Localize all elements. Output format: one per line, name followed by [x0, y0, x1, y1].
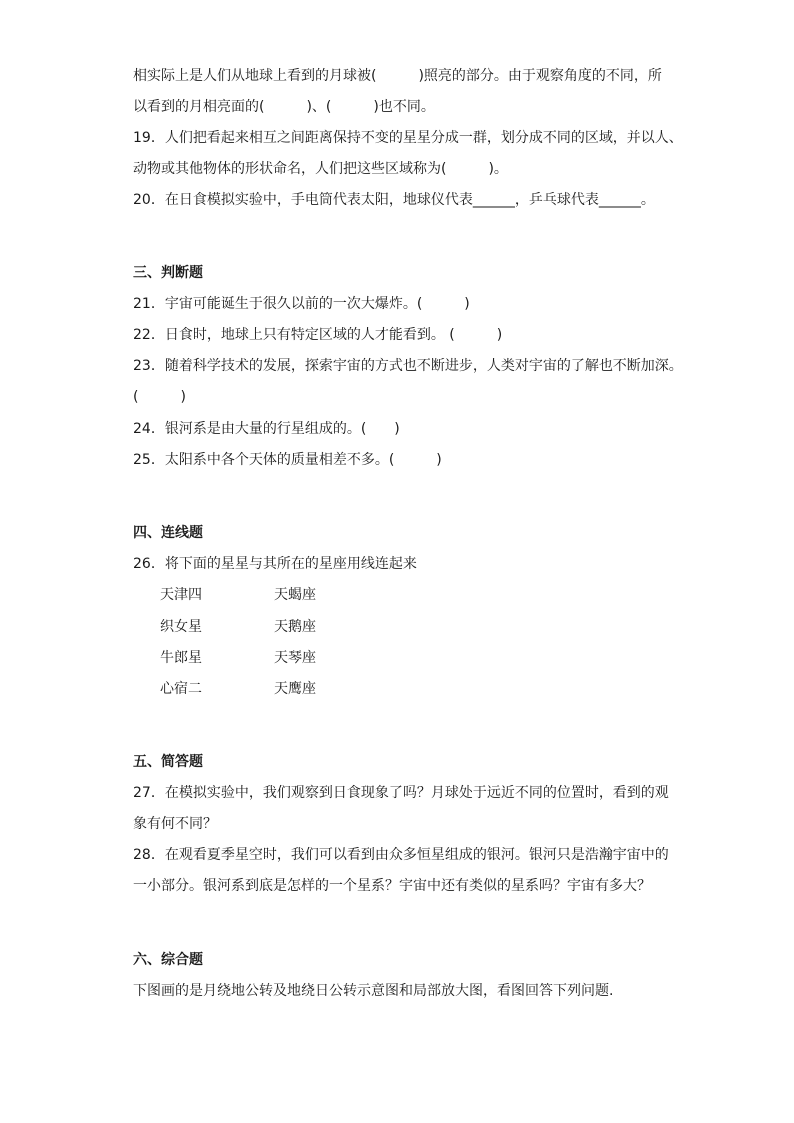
question-24: 24．银河系是由大量的行星组成的。( ): [133, 421, 400, 437]
constellation-item: 天蝎座: [274, 587, 316, 603]
star-item: 牛郎星: [160, 650, 202, 666]
section-6-intro: 下图画的是月绕地公转及地绕日公转示意图和局部放大图，看图回答下列问题.: [133, 983, 614, 999]
question-19-line-1: 19．人们把看起来相互之间距离保持不变的星星分成一群，划分成不同的区域，并以人、: [133, 130, 683, 146]
star-item: 织女星: [160, 619, 202, 635]
question-28-line-2: 一小部分。银河系到底是怎样的一个星系？宇宙中还有类似的星系吗？宇宙有多大？: [133, 878, 651, 894]
star-item: 天津四: [160, 587, 202, 603]
question-27-line-1: 27．在模拟实验中，我们观察到日食现象了吗？月球处于远近不同的位置时，看到的观: [133, 785, 669, 801]
star-item: 心宿二: [160, 681, 202, 697]
section-6-title: 六、综合题: [133, 952, 203, 968]
question-27-line-2: 象有何不同？: [133, 816, 217, 832]
section-4-title: 四、连线题: [133, 525, 203, 541]
question-18-continuation-line-1: 相实际上是人们从地球上看到的月球被( )照亮的部分。由于观察角度的不同，所: [133, 68, 662, 84]
constellation-item: 天鹅座: [274, 619, 316, 635]
question-20: 20．在日食模拟实验中，手电筒代表太阳，地球仪代表______，乒乓球代表______。: [133, 192, 655, 208]
section-3-title: 三、判断题: [133, 265, 203, 281]
question-23-line-1: 23．随着科学技术的发展，探索宇宙的方式也不断进步，人类对宇宙的了解也不断加深。: [133, 358, 683, 374]
question-18-continuation-line-2: 以看到的月相亮面的( )、( )也不同。: [133, 99, 435, 115]
question-25: 25．太阳系中各个天体的质量相差不多。( ): [133, 452, 442, 468]
question-26: 26．将下面的星星与其所在的星座用线连起来: [133, 556, 417, 572]
constellation-item: 天鹰座: [274, 681, 316, 697]
question-22: 22．日食时，地球上只有特定区域的人才能看到。 ( ): [133, 327, 503, 343]
question-28-line-1: 28．在观看夏季星空时，我们可以看到由众多恒星组成的银河。银河只是浩瀚宇宙中的: [133, 847, 669, 863]
question-19-line-2: 动物或其他物体的形状命名，人们把这些区域称为( )。: [133, 161, 508, 177]
constellation-item: 天琴座: [274, 650, 316, 666]
question-21: 21．宇宙可能诞生于很久以前的一次大爆炸。( ): [133, 296, 470, 312]
question-23-line-2: ( ): [133, 389, 186, 405]
section-5-title: 五、简答题: [133, 754, 203, 770]
